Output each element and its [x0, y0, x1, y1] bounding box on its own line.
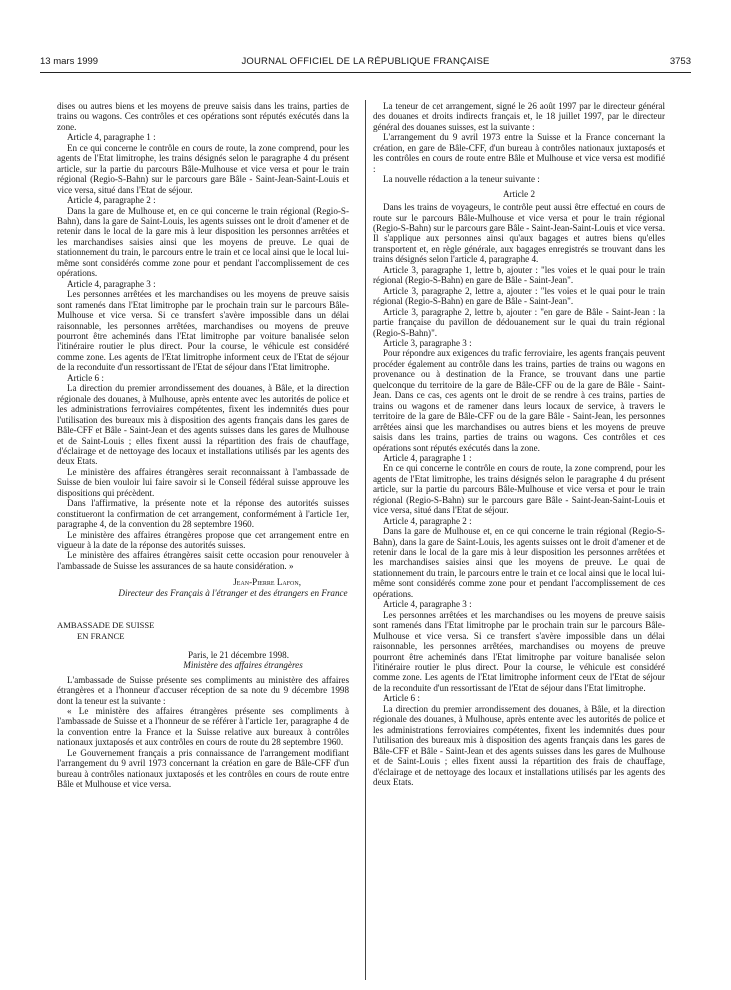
place-date: Paris, le 21 décembre 1998. — [187, 649, 289, 660]
paragraph: dises ou autres biens et les moyens de preuve saisis dans les trains, parties de trains ou wagons. Ces contrôles et ces opérations sont réputés exécutés dans la zone. — [57, 101, 349, 132]
signatory-name: Jean-Pierre Lafon, — [233, 577, 301, 588]
article-heading: Article 4, paragraphe 3 : — [67, 278, 156, 289]
right-column — [373, 101, 665, 787]
page-header — [40, 56, 691, 70]
signatory-title: Directeur des Français à l'étranger et des étrangers en France — [118, 587, 348, 598]
paragraph: La direction du premier arrondissement des douanes, à Bâle, et la direction régionale des douanes, à Mulhouse, après entente avec les autorités de police et les administrations ferroviaires compétentes, fixent les indemnités dues pour l'utilisation des bureaux mis à disposition des agents français dans les gares de Bâle-CFF et Bâle - Saint-Jean et des agents suisses dans les gares de Mulhouse et de Saint-Louis ; elles fixent aussi la répartition des frais de chauffage, d'éclairage et de nettoyage des locaux et installations utilisés par les agents des deux Etats. — [57, 383, 349, 467]
paragraph: Le ministère des affaires étrangères serait reconnaissant à l'ambassade de Suisse de bien vouloir lui faire savoir si le Conseil fédéral suisse approuve les dispositions qui précèdent. — [57, 466, 349, 498]
paragraph: Dans les trains de voyageurs, le contrôle peut aussi être effectué en cours de route sur le parcours Bâle-Mulhouse et vice versa et pour le train régional (Regio-S-Bahn) sur le parcours gare Bâle - Saint-Jean-Saint-Louis et vice versa. Il s'applique aux personnes ainsi qu'aux bagages et autres biens qu'elles transportent et, en règle générale, aux bagages enregistrés se trouvant dans les trains désignés selon l'article 4, paragraphe 4. — [373, 202, 665, 265]
article-heading: Article 6 : — [67, 372, 104, 383]
paragraph: L'ambassade de Suisse présente ses compliments au ministère des affaires étrangères et a l'honneur d'accuser réception de sa note du 9 décembre 1998 dont la teneur est la suivante : — [57, 674, 349, 706]
paragraph: L'arrangement du 9 avril 1973 entre la Suisse et la France concernant la création, en gare de Bâle-CFF, d'un bureau à contrôles nationaux juxtaposés et les contrôles en cours de route entre Bâle et Mulhouse et vice versa est modifié : — [373, 132, 665, 174]
article-heading: Article 4, paragraphe 3 : — [383, 599, 472, 610]
header-date: 13 mars 1999 — [40, 56, 99, 67]
paragraph: Les personnes arrêtées et les marchandises ou les moyens de preuve saisis sont ramenés dans l'Etat limitrophe par le prochain train sur le parcours Bâle-Mulhouse et vice versa. Si ce transfert s'avère impossible dans un délai raisonnable, les personnes arrêtées, marchandises ou moyens de preuve pourront être acheminés dans l'Etat limitrophe par voiture banalisée selon l'itinéraire routier le plus direct. Pour la course, le véhicule est considéré comme zone. Les agents de l'Etat limitrophe informent ceux de l'Etat de séjour de la reconduite d'un ressortissant de l'Etat de séjour dans l'Etat limitrophe. — [57, 289, 349, 373]
sender-line: AMBASSADE DE SUISSE — [57, 620, 155, 631]
article-heading: Article 6 : — [383, 693, 420, 704]
paragraph: En ce qui concerne le contrôle en cours de route, la zone comprend, pour les agents de l'Etat limitrophe, les trains désignés selon le paragraphe 4 du présent article, sur la partie du parcours Bâle-Mulhouse et vice versa et pour le train régional (Regio-S-Bahn) sur le parcours gare Bâle - Saint-Jean-Saint-Louis et vice versa, situé dans l'Etat de séjour. — [57, 142, 349, 195]
paragraph: Article 3, paragraphe 2, lettre b, ajouter : "en gare de Bâle - Saint-Jean : la partie française du pavillon de dédouanement sur le quai du train régional (Regio-S-Bahn)". — [373, 306, 665, 338]
journal-title: JOURNAL OFFICIEL DE LA RÉPUBLIQUE FRANÇAISE — [241, 56, 490, 67]
paragraph: Le ministère des affaires étrangères propose que cet arrangement entre en vigueur à la date de la réponse des autorités suisses. — [57, 529, 349, 551]
article-heading: Article 4, paragraphe 2 : — [67, 195, 156, 206]
page-number: 3753 — [669, 56, 691, 67]
paragraph: Article 3, paragraphe 1, lettre b, ajouter : "les voies et le quai pour le train régional (Regio-S-Bahn) en gare de Bâle - Saint-Jean". — [373, 264, 665, 286]
article-title: Article 2 — [502, 188, 536, 199]
addressee: Ministère des affaires étrangères — [183, 660, 303, 671]
header-rule — [40, 72, 691, 73]
sender-block — [57, 620, 349, 640]
left-column — [57, 101, 349, 790]
paragraph: La nouvelle rédaction a la teneur suivante : — [383, 174, 540, 185]
sender-line: EN FRANCE — [77, 630, 125, 641]
paragraph: La direction du premier arrondissement des douanes, à Bâle, et la direction régionale des douanes, à Mulhouse, après entente avec les autorités de police et les administrations ferroviaires compétentes, fixent les indemnités dues pour l'utilisation des bureaux mis à disposition des agents français dans les gares de Bâle-CFF et Bâle - Saint-Jean et des agents suisses dans les gares de Mulhouse et de Saint-Louis ; elles fixent aussi la répartition des frais de chauffage, d'éclairage et de nettoyage des locaux et installations utilisés par les agents des deux Etats. — [373, 703, 665, 787]
paragraph: La teneur de cet arrangement, signé le 26 août 1997 par le directeur général des douanes et droits indirects français et, le 18 juillet 1997, par le directeur général des douanes suisses, est la suivante : — [373, 101, 665, 132]
article-heading: Article 4, paragraphe 2 : — [383, 515, 472, 526]
article-heading: Article 4, paragraphe 1 : — [383, 452, 472, 463]
paragraph: Les personnes arrêtées et les marchandises ou les moyens de preuve saisis sont ramenés dans l'Etat limitrophe par le prochain train sur le parcours Bâle-Mulhouse et vice versa. Si ce transfert s'avère impossible dans un délai raisonnable, les personnes arrêtées, marchandises ou moyens de preuve pourront être acheminés dans l'Etat limitrophe par voiture banalisée selon l'itinéraire routier le plus direct. Pour la course, le véhicule est considéré comme zone. Les agents de l'Etat limitrophe informent ceux de l'Etat de séjour de la reconduite d'un ressortissant de l'Etat de séjour dans l'Etat limitrophe. — [373, 609, 665, 693]
column-divider — [365, 100, 366, 980]
paragraph: Article 3, paragraphe 2, lettre a, ajouter : "les voies et le quai pour le train régional (Regio-S-Bahn) en gare de Bâle - Saint-Jean". — [373, 285, 665, 307]
paragraph: Dans la gare de Mulhouse et, en ce qui concerne le train régional (Regio-S-Bahn), dans la gare de Saint-Louis, les agents suisses ont le droit d'amener et de retenir dans le local de la gare mis à leur disposition les personnes arrêtées et les marchandises saisies ainsi que les moyens de preuve. Le quai de stationnement du train, le parcours entre le train et ce local ainsi que le local lui-même sont considérés comme zone pour et pendant l'accomplissement de ces opérations. — [57, 205, 349, 279]
paragraph: Dans l'affirmative, la présente note et la réponse des autorités suisses constitueront la confirmation de cet arrangement, conformément à l'article 1er, paragraphe 4, de la convention du 28 septembre 1960. — [57, 498, 349, 530]
paragraph: Le ministère des affaires étrangères saisit cette occasion pour renouveler à l'ambassade de Suisse les assurances de sa haute considération. » — [57, 550, 349, 571]
paragraph: Dans la gare de Mulhouse et, en ce qui concerne le train régional (Regio-S-Bahn), dans la gare de Saint-Louis, les agents suisses ont le droit d'amener et de retenir dans le local de la gare mis à leur disposition les personnes arrêtées et les marchandises saisies ainsi que les moyens de preuve. Le quai de stationnement du train, le parcours entre le train et ce local ainsi que le local lui-même sont considérés comme zone pour et pendant l'accomplissement de ces opérations. — [373, 526, 665, 599]
paragraph: « Le ministère des affaires étrangères présente ses compliments à l'ambassade de Suisse et a l'honneur de se référer à l'article 1er, paragraphe 4 de la convention entre la France et la Suisse relative aux bureaux à contrôles nationaux juxtaposés et aux contrôles en cours de route du 28 septembre 1960. — [57, 705, 349, 748]
paragraph: En ce qui concerne le contrôle en cours de route, la zone comprend, pour les agents de l'Etat limitrophe, les trains désignés selon le paragraphe 4 du présent article, sur la partie du parcours Bâle-Mulhouse et vice versa et pour le train régional (Regio-S-Bahn) sur le parcours gare Bâle - Saint-Jean-Saint-Louis et vice versa, situé dans l'Etat de séjour. — [373, 463, 665, 516]
article-heading: Article 4, paragraphe 1 : — [67, 132, 156, 143]
paragraph: Pour répondre aux exigences du trafic ferroviaire, les agents français peuvent procéder également au contrôle dans les trains, parties de trains ou wagons en provenance ou à destination de la France, se trouvant dans une partie quelconque du territoire de la gare de Bâle-CFF ou de la gare de Bâle - Saint-Jean. Dans ce cas, ces agents ont le droit de se rendre à ces trains, parties de trains ou wagons et de ramener dans leurs locaux de service, à travers le territoire de la gare de Bâle-CFF ou de la gare Bâle - Saint-Jean, les personnes arrêtées ainsi que les marchandises ou autres biens et les moyens de preuve saisis dans les trains, parties de trains ou wagons. Ces contrôles et ces opérations sont réputés exécutés dans la zone. — [373, 348, 665, 453]
article-heading: Article 3, paragraphe 3 : — [383, 337, 472, 348]
paragraph: Le Gouvernement français a pris connaissance de l'arrangement modifiant l'arrangement du 9 avril 1973 concernant la création en gare de Bâle-CFF d'un bureau à contrôles nationaux juxtaposés et les contrôles en cours de route entre Bâle et Mulhouse et vice versa. — [57, 747, 349, 790]
